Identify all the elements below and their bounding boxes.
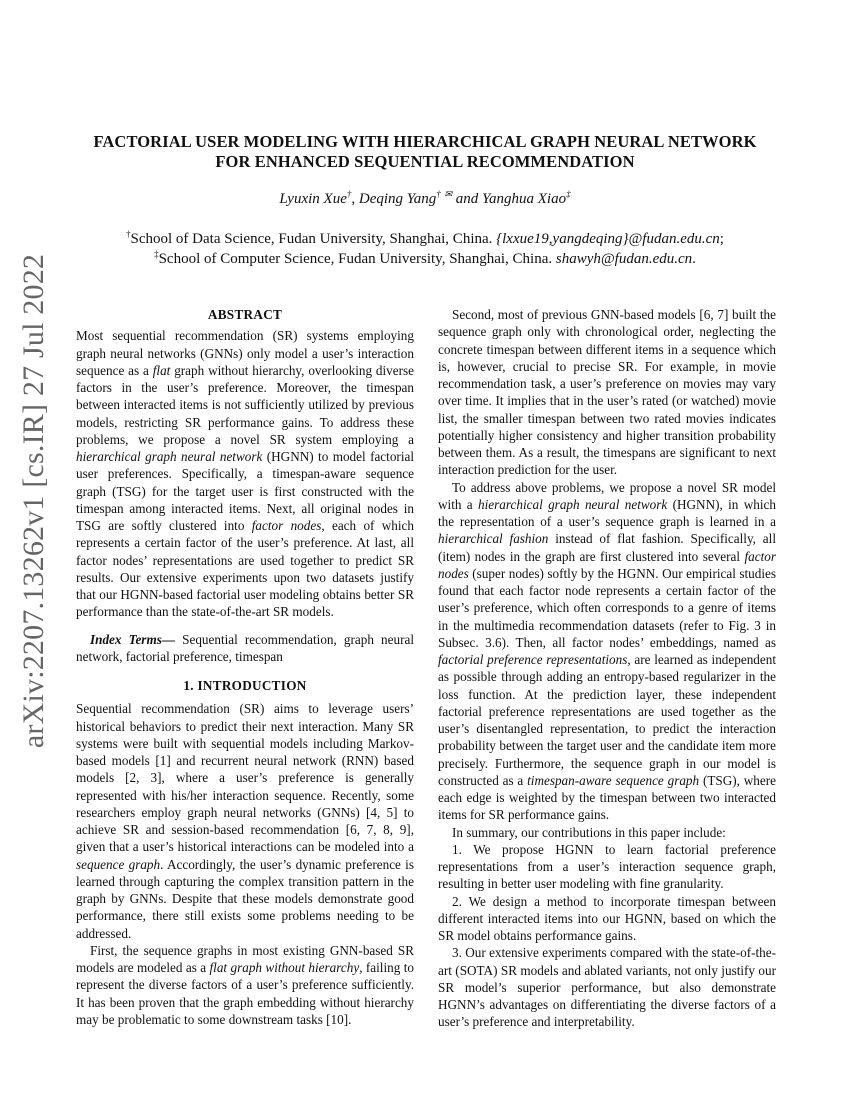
affiliation-1: †School of Data Science, Fudan University, Shanghai, China. {lxxue19,yangdeqing}@fudan.edu.cn; [126,229,724,247]
author-1: Lyuxin Xue [279,191,347,207]
envelope-icon: ✉ [444,189,453,199]
contribution-2: 2. We design a method to incorporate timespan between different interacted items into our HGNN, based on which the SR model obtains performance gains. [438,893,776,943]
intro-paragraph-4: To address above problems, we propose a novel SR model with a hierarchical graph neural network (HGNN), in which the representation of a user’s sequence graph is learned in a hierarchical fashion instead of flat fashion. Specifically, all (item) nodes in the graph are first clustered into several factor nodes (super nodes) softly by the HGNN. Our empirical studies found that each factor node represents a certain factor of the user’s preference, which often corresponds to a genre of items in the multimedia recommendation datasets (refer to Fig. 3 in Subsec. 3.6). Then, all factor nodes’ embeddings, named as factorial preference representations, are learned as independent as possible through adding an entropy-based regularizer in the loss function. At the prediction layer, these independent factorial preference representations are used together as the user’s disentangled representation, to predict the interaction probability between the target user and the candidate item more precisely. Furthermore, the sequence graph in our model is constructed as a timespan-aware sequence graph (TSG), where each edge is weighted by the timespan between two interacted items for SR performance gains. [438,479,776,823]
title-line-2: FOR ENHANCED SEQUENTIAL RECOMMENDATION [215,152,635,171]
author-3: Yanghua Xiao [482,191,567,207]
affiliation-2: ‡School of Computer Science, Fudan University, Shanghai, China. shawyh@fudan.edu.cn. [154,249,696,267]
right-column [438,306,776,1031]
index-terms: Index Terms— Sequential recommendation, graph neural network, factorial preference, timespan [76,631,414,664]
title-line-1: FACTORIAL USER MODELING WITH HIERARCHICAL GRAPH NEURAL NETWORK [93,132,757,151]
paper-title [70,132,780,172]
author-2: Deqing Yang [358,191,437,207]
arxiv-identifier: arXiv:2207.13262v1 [cs.IR] 27 Jul 2022 [17,253,51,749]
intro-paragraph-3: Second, most of previous GNN-based models [6, 7] built the sequence graph only with chronological order, neglecting the concrete timespan between different items in a sequence which is, however, crucial to precise SR. For example, in movie recommendation task, a user’s preference on movies may vary over time. It implies that in the user’s rated (or watched) movie list, the smaller timespan between two rated movies indicates potentially higher consistency and higher transition probability between them. As a result, the timespans are significant to next interaction prediction for the user. [438,307,776,478]
intro-paragraph-2: First, the sequence graphs in most existing GNN-based SR models are modeled as a flat graph without hierarchy, failing to represent the diverse factors of a user’s preference sufficiently. It has been proven that the graph embedding without hierarchy may be problematic to some downstream tasks [10]. [76,942,414,1027]
double-dagger-mark: ‡ [566,189,571,199]
affiliations [70,229,780,269]
abstract-heading: ABSTRACT [207,307,283,322]
contribution-3: 3. Our extensive experiments compared with the state-of-the-art (SOTA) SR models and ablated variants, not only justify our SR model’s superior performance, but also demonstrate HGNN’s advantages on differentiating the diverse factors of a user’s preference and interpretability. [438,945,776,1030]
email-2[interactable]: shawyh@fudan.edu.cn [555,251,693,267]
left-column [76,306,414,1028]
email-1[interactable]: {lxxue19,yangdeqing}@fudan.edu.cn [496,231,720,247]
contribution-1: 1. We propose HGNN to learn factorial preference representations from a user’s interaction sequence graph, resulting in better user modeling with fine granularity. [438,841,776,892]
introduction-heading: 1. INTRODUCTION [183,678,307,693]
contributions-intro: In summary, our contributions in this paper include: [452,824,726,840]
arxiv-identifier-sidebar [8,253,60,749]
dagger-mark: † [346,189,352,199]
abstract-text: Most sequential recommendation (SR) systems employing graph neural networks (GNNs) only model a user’s interaction sequence as a flat graph without hierarchy, overlooking diverse factors in the user’s preference. Moreover, the timespan between interacted items is not sufficiently utilized by previous models, restricting SR performance gains. To address these problems, we propose a novel SR system employing a hierarchical graph neural network (HGNN) to model factorial user preferences. Specifically, a timespan-aware sequence graph (TSG) for the target user is first constructed with the timespan among interacted items. Next, all original nodes in TSG are softly clustered into factor nodes, each of which represents a certain factor of the user’s preference. At last, all factor nodes’ representations are used together to predict SR results. Our extensive experiments upon two datasets justify that our HGNN-based factorial user modeling obtains better SR performance than the state-of-the-art SR models. [76,328,414,620]
dagger-mark: † [436,189,441,199]
author-list: Lyuxin Xue†, Deqing Yang† ✉ and Yanghua Xiao‡ [279,189,571,207]
intro-paragraph-1: Sequential recommendation (SR) aims to leverage users’ historical behaviors to predict their next interaction. Many SR systems were built with sequential models including Markov-based models [1] and recurrent neural network (RNN) based models [2, 3], where a user’s preference is generally represented with his/her interaction sequence. Recently, some researchers employ graph neural networks (GNNs) [4, 5] to achieve SR and session-based recommendation [6, 7, 8, 9], given that a user’s historical interactions can be modeled into a sequence graph. Accordingly, the user’s dynamic preference is learned through capturing the complex transition pattern in the graph by GNNs. Despite that these models demonstrate good performance, there still exists some problems needing to be addressed. [76,701,414,941]
